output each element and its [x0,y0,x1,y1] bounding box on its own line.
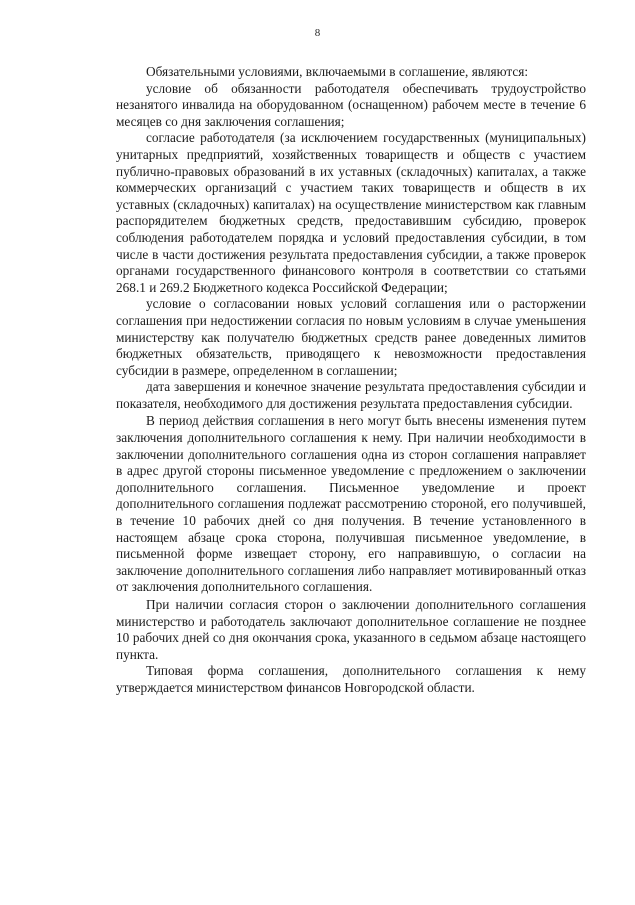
paragraph-standard-form: Типовая форма соглашения, дополнительного соглашения к нему утверждается министерством финансов Новгородской области. [116,663,586,695]
paragraph-amendments: В период действия соглашения в него могут быть внесены изменения путем заключения дополнительного соглашения к нему. При наличии необходимости в заключении дополнительного соглашения одна из сторон соглашения направляет в адрес другой стороны письменное уведомление с предложением о заключении дополнительного соглашения. Письменное уведомление и проект дополнительного соглашения подлежат рассмотрению стороной, его получившей, в течение 10 рабочих дней со дня получения. В течение установленного в настоящем абзаце срока сторона, получившая письменное уведомление, в письменной форме извещает сторону, его направившую, о согласии на заключение дополнительного соглашения либо направляет мотивированный отказ от заключения дополнительного соглашения. [116,413,586,595]
paragraph-new-conditions: условие о согласовании новых условий соглашения или о расторжении соглашения при недостижении согласия по новым условиям в случае уменьшения министерству как получателю бюджетных средств ранее доведенных лимитов бюджетных обязательств, приводящего к невозможности предоставления субсидии в размере, определенном в соглашении; [116,296,586,378]
paragraph-employer-consent: согласие работодателя (за исключением государственных (муниципальных) унитарных предприятий, хозяйственных товариществ и обществ с участием публично-правовых образований в их уставных (складочных) капиталах, а также коммерческих организаций с участием таких товариществ и обществ в их уставных (складочных) капиталах) на осуществление министерством как главным распорядителем бюджетных средств, предоставившим субсидию, проверок соблюдения работодателем порядка и условий предоставления субсидии, в том числе в части достижения результата предоставления субсидии, а также проверок органами государственного финансового контроля в соответствии со статьями 268.1 и 269.2 Бюджетного кодекса Российской Федерации; [116,130,586,295]
document-body [116,64,586,697]
page-number: 8 [314,27,321,39]
paragraph-agreement-consent: При наличии согласия сторон о заключении дополнительного соглашения министерство и работодатель заключают дополнительное соглашение не позднее 10 рабочих дней со дня окончания срока, указанного в седьмом абзаце настоящего пункта. [116,597,586,662]
paragraph-completion-date: дата завершения и конечное значение результата предоставления субсидии и показателя, необходимого для достижения результата предоставления субсидии. [116,379,586,411]
paragraph-obligatory-conditions: Обязательными условиями, включаемыми в соглашение, являются: [146,64,529,79]
paragraph-employment-condition: условие об обязанности работодателя обеспечивать трудоустройство незанятого инвалида на оборудованном (оснащенном) рабочем месте в течение 6 месяцев со дня заключения соглашения; [116,80,586,129]
